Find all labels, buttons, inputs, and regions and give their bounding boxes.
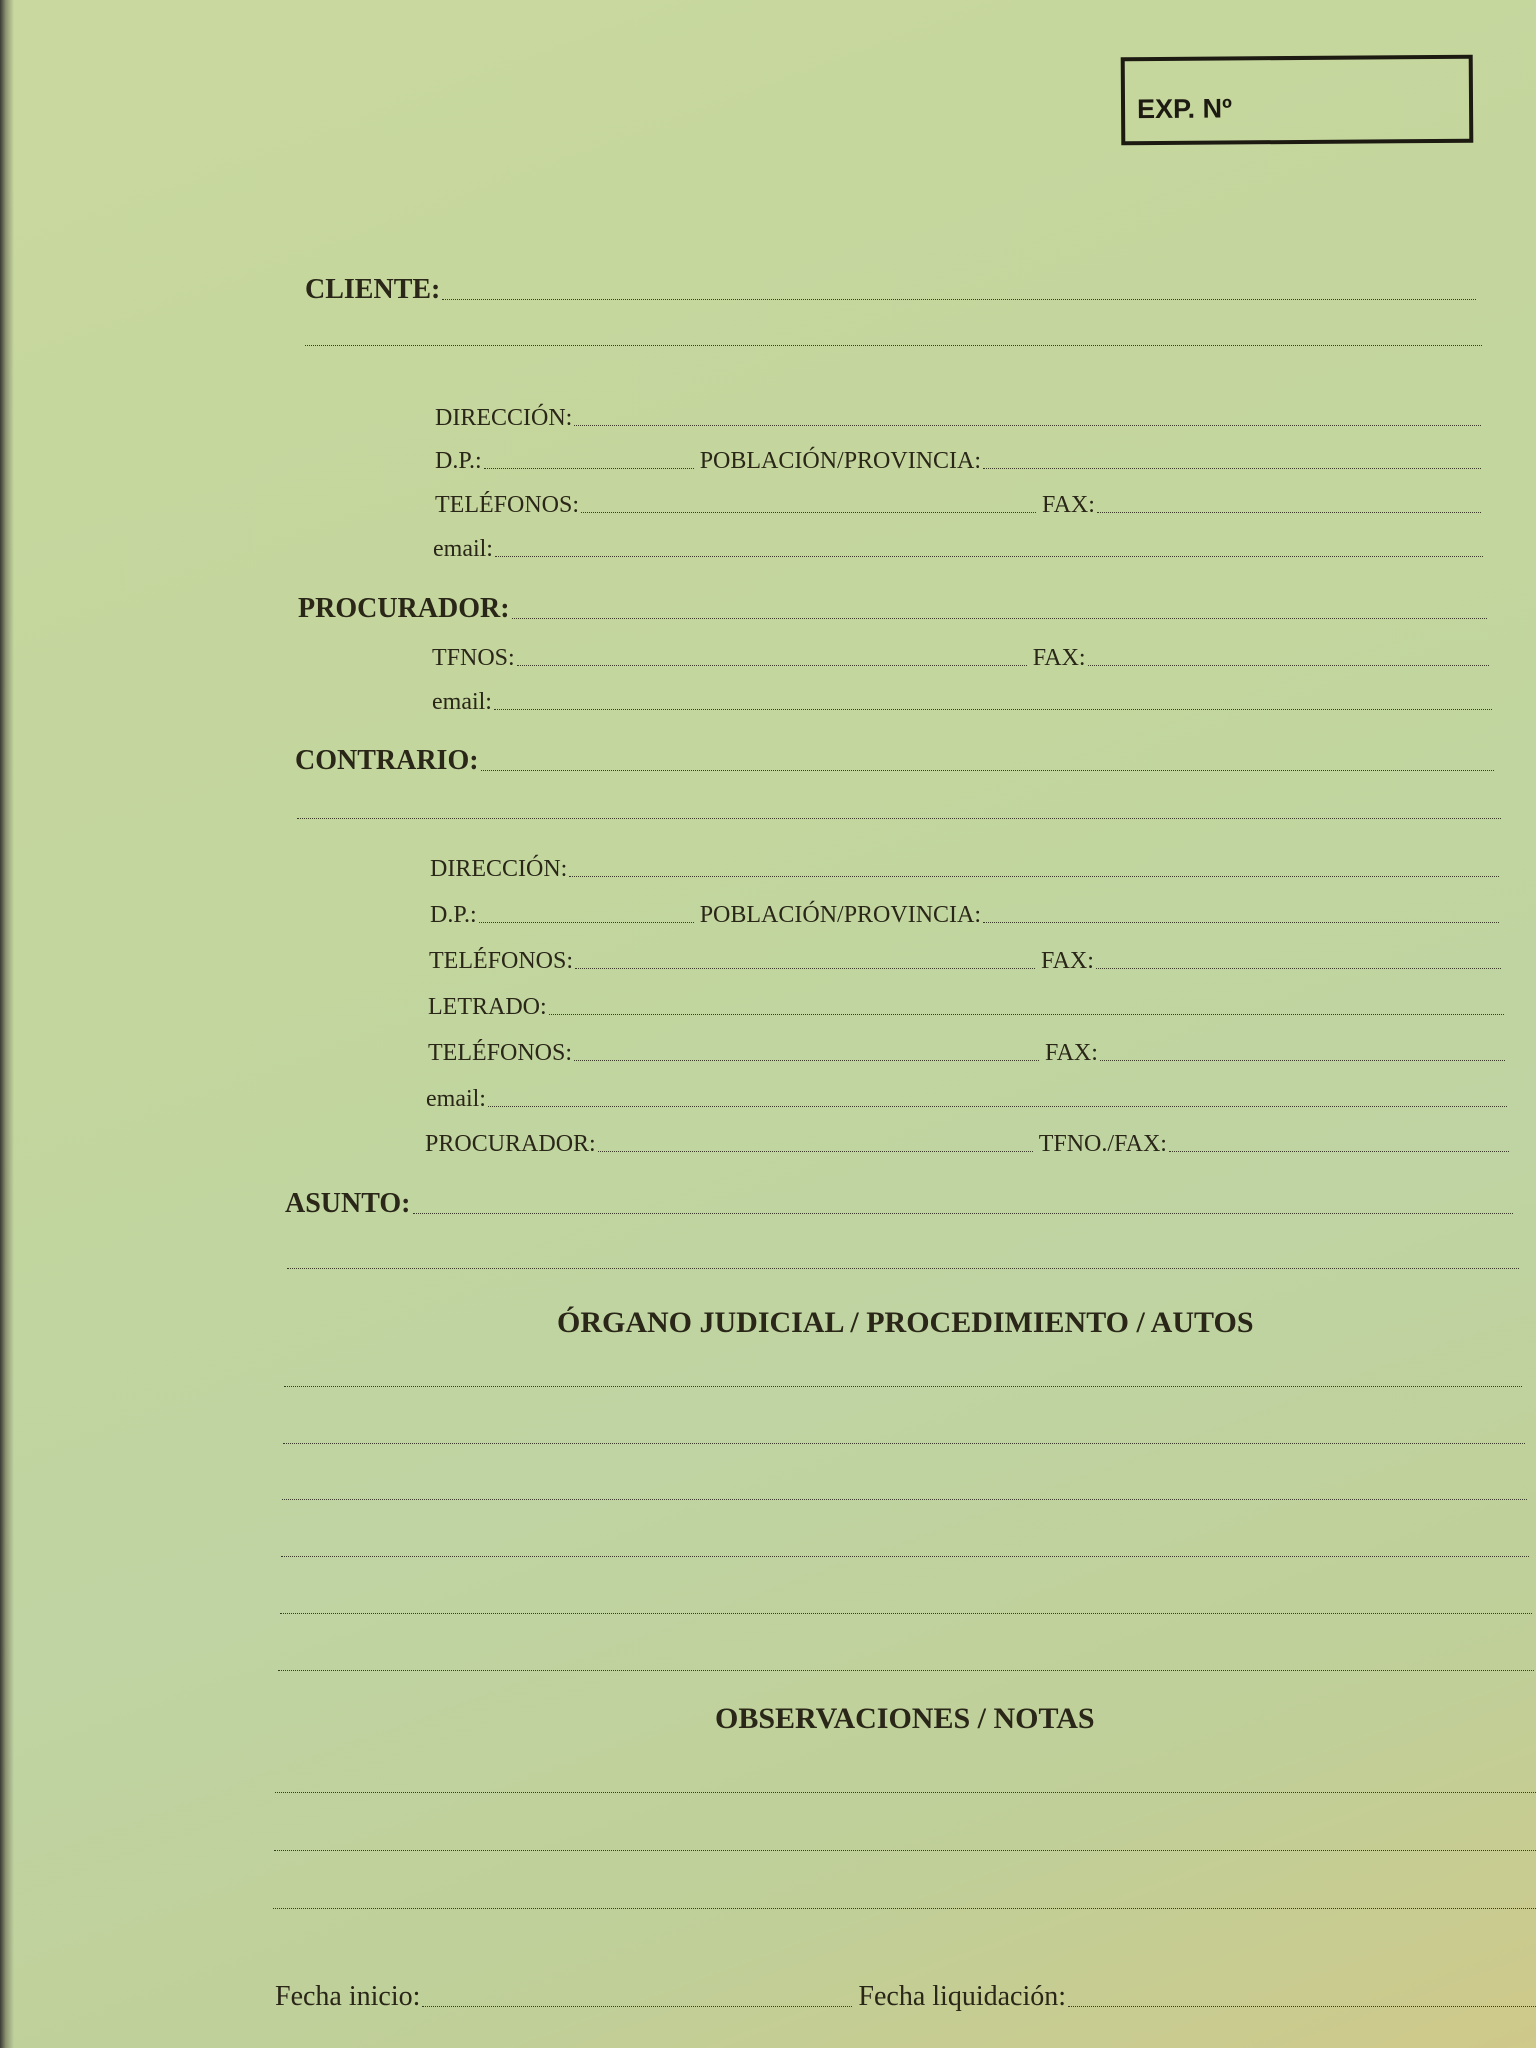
organo-line-2[interactable] [283, 1443, 1525, 1444]
exp-label: EXP. Nº [1136, 93, 1233, 125]
organo-line-5[interactable] [280, 1613, 1532, 1614]
contrario-poblacion-label: POBLACIÓN/PROVINCIA: [699, 902, 982, 928]
contrario-field[interactable] [481, 770, 1494, 771]
contrario-fax-field[interactable] [1096, 968, 1501, 969]
cliente-telefonos-row[interactable] [435, 479, 1487, 519]
cliente-fax-label: FAX: [1042, 492, 1095, 518]
contrario-tfno-fax-label: TFNO./FAX: [1038, 1131, 1167, 1157]
contrario-row[interactable] [295, 737, 1500, 777]
procurador-label: PROCURADOR: [298, 593, 510, 624]
contrario-dp-row[interactable] [430, 889, 1505, 929]
procurador-fax-label: FAX: [1032, 645, 1086, 671]
fecha-liquidacion-label: Fecha liquidación: [858, 1981, 1067, 2012]
contrario-telefonos2-field[interactable] [574, 1060, 1039, 1061]
cliente-email-label: email: [433, 536, 493, 562]
contrario-telefonos2-label: TELÉFONOS: [428, 1040, 572, 1066]
procurador-email-label: email: [432, 689, 492, 715]
observaciones-line-1[interactable] [275, 1792, 1536, 1793]
procurador-field[interactable] [512, 618, 1487, 619]
contrario-direccion-label: DIRECCIÓN: [430, 856, 568, 882]
cliente-fax-field[interactable] [1097, 512, 1481, 513]
fecha-inicio-label: Fecha inicio: [275, 1981, 421, 2012]
procurador-fax-field[interactable] [1088, 665, 1489, 666]
cliente-dp-row[interactable] [435, 435, 1487, 475]
exp-number-box[interactable] [1121, 55, 1474, 145]
cliente-direccion-row[interactable] [435, 392, 1487, 432]
asunto-line-2[interactable] [287, 1268, 1519, 1269]
cliente-row[interactable] [305, 266, 1482, 306]
cliente-field[interactable] [442, 299, 1476, 300]
procurador-tfnos-label: TFNOS: [432, 645, 515, 671]
cliente-dp-label: D.P.: [435, 448, 482, 474]
observaciones-line-3[interactable] [273, 1908, 1536, 1909]
fechas-row[interactable] [275, 1973, 1536, 2013]
contrario-dp-field[interactable] [479, 922, 694, 923]
procurador-row[interactable] [298, 585, 1493, 625]
asunto-label: ASUNTO: [285, 1188, 411, 1219]
cliente-line-2[interactable] [305, 345, 1482, 346]
contrario-letrado-row[interactable] [428, 981, 1510, 1021]
contrario-telefonos2-row[interactable] [428, 1027, 1511, 1067]
procurador-email-field[interactable] [494, 709, 1492, 710]
contrario-direccion-field[interactable] [569, 876, 1499, 877]
contrario-procurador-label: PROCURADOR: [425, 1131, 596, 1157]
contrario-procurador-row[interactable] [425, 1118, 1515, 1158]
contrario-line-2[interactable] [297, 818, 1501, 819]
cliente-telefonos-label: TELÉFONOS: [435, 492, 579, 518]
cliente-direccion-label: DIRECCIÓN: [435, 405, 573, 431]
organo-line-1[interactable] [284, 1386, 1522, 1387]
contrario-email-field[interactable] [488, 1106, 1507, 1107]
fecha-liquidacion-field[interactable] [1068, 2006, 1536, 2007]
organo-line-3[interactable] [282, 1499, 1527, 1500]
contrario-direccion-row[interactable] [430, 843, 1505, 883]
contrario-email-row[interactable] [426, 1073, 1513, 1113]
contrario-dp-label: D.P.: [430, 902, 477, 928]
observaciones-heading: OBSERVACIONES / NOTAS [715, 1702, 1095, 1735]
cliente-email-field[interactable] [495, 556, 1483, 557]
contrario-label: CONTRARIO: [295, 745, 479, 776]
contrario-fax2-label: FAX: [1045, 1040, 1098, 1066]
contrario-letrado-field[interactable] [549, 1014, 1504, 1015]
procurador-tfnos-field[interactable] [517, 665, 1027, 666]
contrario-tfno-fax-field[interactable] [1169, 1151, 1509, 1152]
cliente-telefonos-field[interactable] [581, 512, 1036, 513]
cliente-email-row[interactable] [433, 523, 1489, 563]
organo-heading: ÓRGANO JUDICIAL / PROCEDIMIENTO / AUTOS [557, 1306, 1254, 1339]
asunto-field[interactable] [413, 1213, 1513, 1214]
contrario-telefonos-label: TELÉFONOS: [429, 948, 573, 974]
procurador-email-row[interactable] [432, 676, 1498, 716]
contrario-telefonos-row[interactable] [429, 935, 1507, 975]
contrario-letrado-label: LETRADO: [428, 994, 547, 1020]
cliente-poblacion-field[interactable] [983, 468, 1481, 469]
contrario-fax2-field[interactable] [1100, 1060, 1505, 1061]
contrario-poblacion-field[interactable] [983, 922, 1499, 923]
page-edge-shadow [0, 0, 14, 2048]
cliente-dp-field[interactable] [484, 468, 694, 469]
organo-line-4[interactable] [281, 1556, 1529, 1557]
contrario-email-label: email: [426, 1086, 486, 1112]
fecha-inicio-field[interactable] [422, 2006, 852, 2007]
contrario-fax-label: FAX: [1041, 948, 1094, 974]
organo-line-6[interactable] [278, 1670, 1534, 1671]
asunto-row[interactable] [285, 1180, 1519, 1220]
observaciones-line-2[interactable] [274, 1850, 1536, 1851]
cliente-direccion-field[interactable] [574, 425, 1481, 426]
cliente-poblacion-label: POBLACIÓN/PROVINCIA: [699, 448, 982, 474]
contrario-telefonos-field[interactable] [575, 968, 1035, 969]
contrario-procurador-field[interactable] [598, 1151, 1033, 1152]
cliente-label: CLIENTE: [305, 274, 441, 305]
procurador-tfnos-row[interactable] [432, 632, 1495, 672]
